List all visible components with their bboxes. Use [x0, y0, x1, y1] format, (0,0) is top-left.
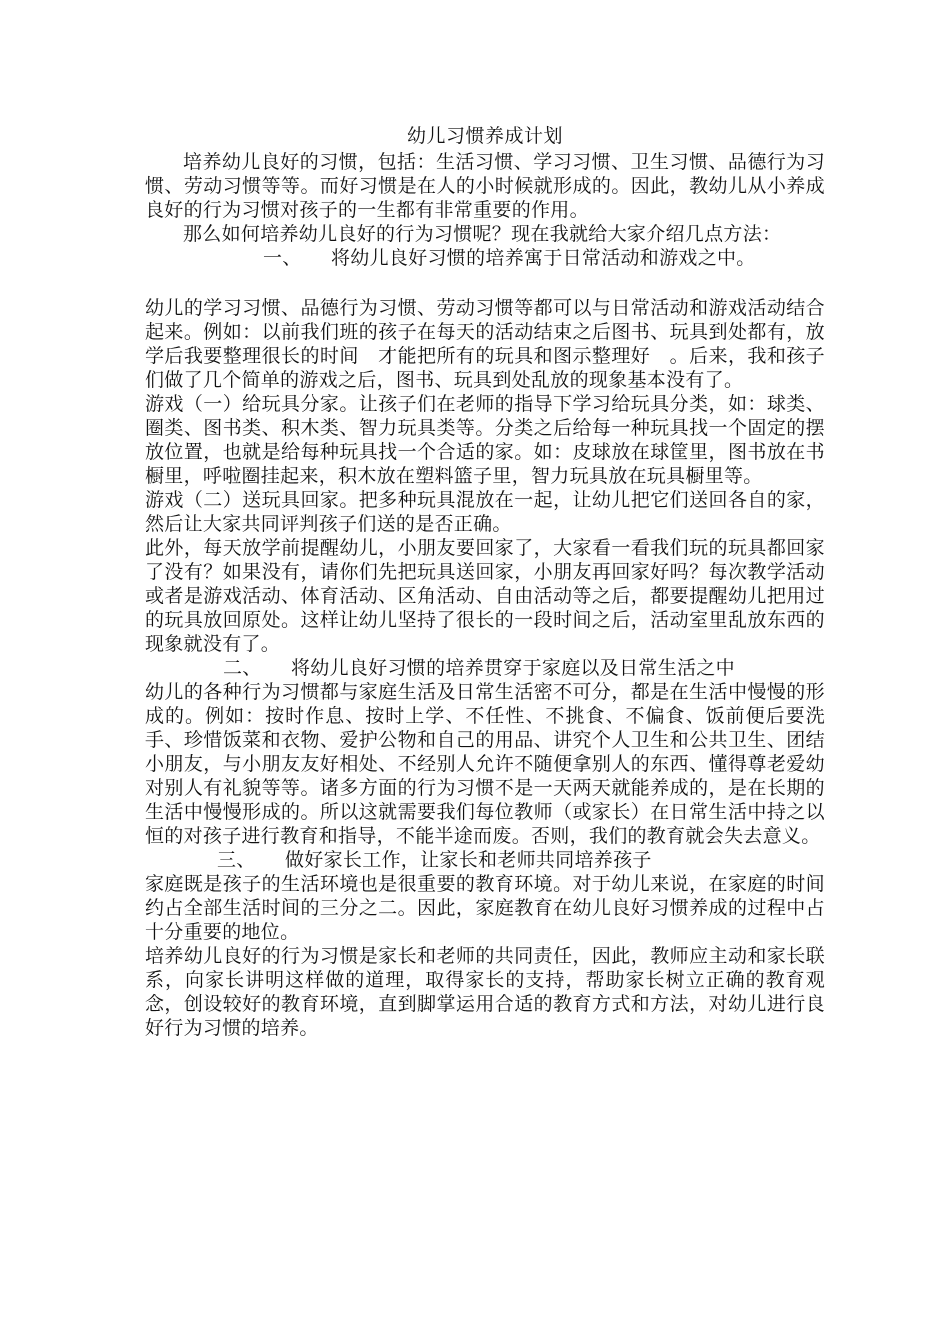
section-2-heading [145, 656, 825, 680]
section-2-paragraph-1: 幼儿的各种行为习惯都与家庭生活及日常生活密不可分，都是在生活中慢慢的形成的。例如：按时作息、按时上学、不任性、不挑食、不偏食、饭前便后要洗手、珍惜饭菜和衣物、爱护公物和自己的用品、讲究个人卫生和公共卫生、团结小朋友，与小朋友友好相处、不经别人允许不随便拿别人的东西、懂得尊老爱幼对别人有礼貌等等。诸多方面的行为习惯不是一天两天就能养成的，是在长期的生活中慢慢形成的。所以这就需要我们每位教师（或家长）在日常生活中持之以恒的对孩子进行教育和指导，不能半途而废。否则，我们的教育就会失去意义。 [145, 681, 825, 847]
section-1-paragraph-4: 此外，每天放学前提醒幼儿，小朋友要回家了，大家看一看我们玩的玩具都回家了没有？如果没有，请你们先把玩具送回家，小朋友再回家好吗？每次教学活动或者是游戏活动、体育活动、区角活动、自由活动等之后，都要提醒幼儿把用过的玩具放回原处。这样让幼儿坚持了很长的一段时间之后，活动室里乱放东西的现象就没有了。 [145, 537, 825, 655]
section-3-paragraph-1: 家庭既是孩子的生活环境也是很重要的教育环境。对于幼儿来说，在家庭的时间约占全部生活时间的三分之二。因此，家庭教育在幼儿良好习惯养成的过程中占十分重要的地位。 [145, 873, 825, 943]
section-3-number: 三、 [217, 849, 256, 871]
section-1-heading [145, 246, 825, 270]
intro-paragraph-2: 那么如何培养幼儿良好的行为习惯呢？现在我就给大家介绍几点方法： [183, 223, 782, 245]
intro-paragraph-1: 培养幼儿良好的习惯，包括：生活习惯、学习习惯、卫生习惯、品德行为习惯、劳动习惯等等。而好习惯是在人的小时候就形成的。因此，教幼儿从小养成良好的行为习惯对孩子的一生都有非常重要的作用。 [145, 151, 825, 221]
section-1-number: 一、 [263, 247, 302, 269]
section-1-paragraph-1: 幼儿的学习习惯、品德行为习惯、劳动习惯等都可以与日常活动和游戏活动结合起来。例如：以前我们班的孩子在每天的活动结束之后图书、玩具到处都有，放学后我要整理很长的时间 才能把所有的玩具和图示整理好 。后来，我和孩子们做了几个简单的游戏之后，图书、玩具到处乱放的现象基本没有了。 [145, 297, 825, 391]
section-1-title: 将幼儿良好习惯的培养寓于日常活动和游戏之中。 [331, 247, 756, 269]
section-1-paragraph-2: 游戏（一）给玩具分家。让孩子们在老师的指导下学习给玩具分类，如：球类、圈类、图书类、积木类、智力玩具类等。分类之后给每一种玩具找一个固定的摆放位置，也就是给每种玩具找一个合适的家。如：皮球放在球筐里，图书放在书橱里，呼啦圈挂起来，积木放在塑料篮子里，智力玩具放在玩具橱里等。 [145, 393, 825, 487]
section-3-title: 做好家长工作，让家长和老师共同培养孩子 [285, 849, 652, 871]
section-2-title: 将幼儿良好习惯的培养贯穿于家庭以及日常生活之中 [291, 657, 735, 679]
document-title: 幼儿习惯养成计划 [406, 125, 563, 147]
section-3-heading [145, 848, 825, 872]
section-3-paragraph-2: 培养幼儿良好的行为习惯是家长和老师的共同责任，因此，教师应主动和家长联系，向家长讲明这样做的道理，取得家长的支持，帮助家长树立正确的教育观念，创设较好的教育环境，直到脚掌运用合适的教育方式和方法，对幼儿进行良好行为习惯的培养。 [145, 945, 825, 1039]
document-body [145, 124, 825, 1040]
section-2-number: 二、 [223, 657, 262, 679]
section-1-paragraph-3: 游戏（二）送玩具回家。把多种玩具混放在一起，让幼儿把它们送回各自的家，然后让大家共同评判孩子们送的是否正确。 [145, 489, 825, 535]
